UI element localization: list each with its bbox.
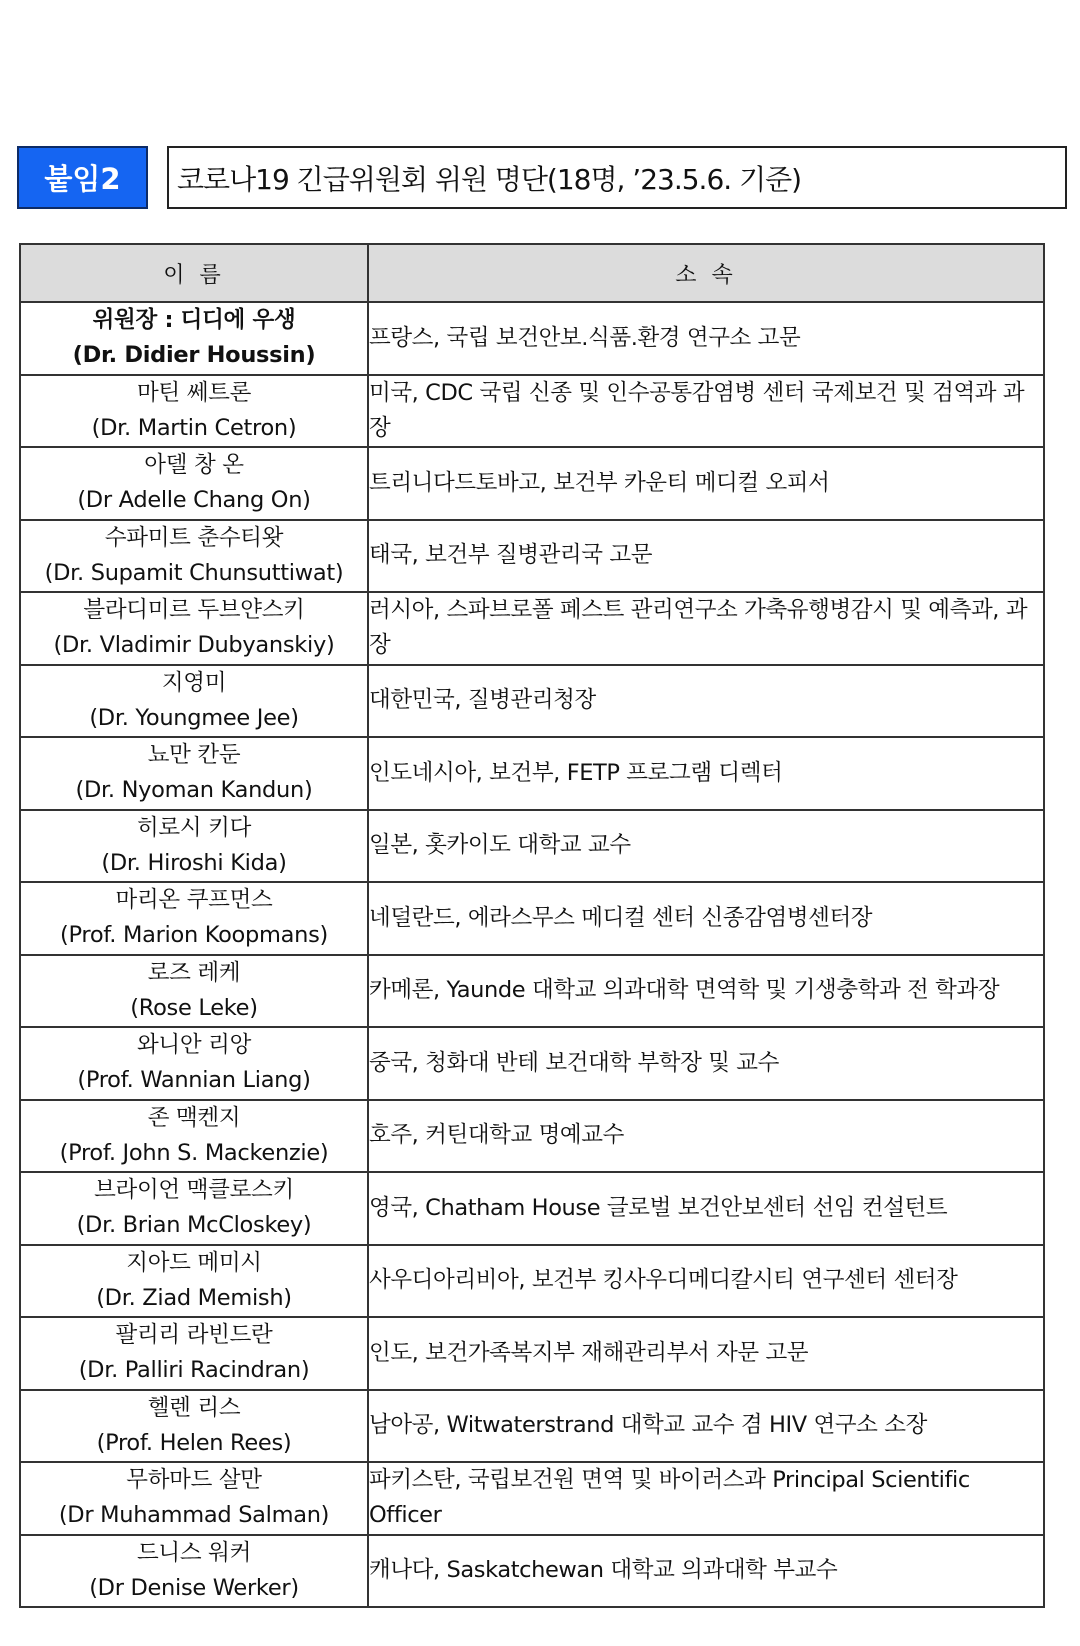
member-name-english: (Dr. Youngmee Jee) <box>89 704 299 731</box>
member-name-cell <box>20 1172 368 1245</box>
member-name-english: (Dr Adelle Chang On) <box>77 487 311 514</box>
member-name-cell <box>20 1390 368 1463</box>
member-name-korean: 로즈 레케 <box>147 959 241 986</box>
table-row <box>20 375 1044 448</box>
member-affiliation: 호주, 커틴대학교 명예교수 <box>368 1100 1044 1173</box>
member-name-english: (Dr. Hiroshi Kida) <box>101 849 287 876</box>
table-row <box>20 955 1044 1028</box>
member-name-korean: 블라디미르 두브얀스키 <box>83 597 305 624</box>
table-row <box>20 302 1044 375</box>
member-affiliation: 인도, 보건가족복지부 재해관리부서 자문 고문 <box>368 1317 1044 1390</box>
member-name-korean: 와니안 리앙 <box>136 1032 252 1059</box>
member-name-cell <box>20 520 368 593</box>
member-affiliation: 일본, 홋카이도 대학교 교수 <box>368 810 1044 883</box>
member-affiliation: 네덜란드, 에라스무스 메디컬 센터 신종감염병센터장 <box>368 882 1044 955</box>
member-name-korean: 뇨만 칸둔 <box>147 742 241 769</box>
member-name-english: (Dr. Ziad Memish) <box>96 1284 292 1311</box>
member-name-cell <box>20 1100 368 1173</box>
table-row <box>20 737 1044 810</box>
table-row <box>20 1317 1044 1390</box>
member-affiliation: 남아공, Witwaterstrand 대학교 교수 겸 HIV 연구소 소장 <box>368 1390 1044 1463</box>
member-name-english: (Dr Denise Werker) <box>89 1574 299 1601</box>
member-name-korean: 브라이언 맥클로스키 <box>94 1177 294 1204</box>
column-header-name: 이 름 <box>20 244 368 302</box>
table-row <box>20 665 1044 738</box>
table-row <box>20 1245 1044 1318</box>
member-name-english: (Dr. Didier Houssin) <box>72 342 316 369</box>
member-name-english: (Prof. Helen Rees) <box>96 1429 292 1456</box>
member-affiliation: 태국, 보건부 질병관리국 고문 <box>368 520 1044 593</box>
member-affiliation: 인도네시아, 보건부, FETP 프로그램 디렉터 <box>368 737 1044 810</box>
table-row <box>20 1172 1044 1245</box>
table-row <box>20 447 1044 520</box>
member-name-korean: 존 맥켄지 <box>147 1104 241 1131</box>
member-name-cell <box>20 665 368 738</box>
member-name-korean: 팔리리 라빈드란 <box>115 1322 273 1349</box>
member-table <box>19 243 1045 1608</box>
table-row <box>20 810 1044 883</box>
attachment-badge: 붙임2 <box>17 146 148 209</box>
member-name-korean: 히로시 키다 <box>136 814 252 841</box>
member-name-cell <box>20 447 368 520</box>
table-header-row <box>20 244 1044 302</box>
table-row <box>20 1462 1044 1535</box>
member-name-korean: 아델 창 온 <box>144 452 244 479</box>
member-name-cell <box>20 302 368 375</box>
member-name-cell <box>20 592 368 665</box>
table-row <box>20 882 1044 955</box>
table-row <box>20 1390 1044 1463</box>
member-name-cell <box>20 1027 368 1100</box>
member-name-english: (Dr. Palliri Racindran) <box>78 1357 310 1384</box>
member-name-english: (Dr Muhammad Salman) <box>58 1502 330 1529</box>
column-header-affiliation: 소 속 <box>368 244 1044 302</box>
member-affiliation: 프랑스, 국립 보건안보.식품.환경 연구소 고문 <box>368 302 1044 375</box>
member-affiliation: 미국, CDC 국립 신종 및 인수공통감염병 센터 국제보건 및 검역과 과장 <box>368 375 1044 448</box>
member-name-korean: 마리온 쿠프먼스 <box>115 887 273 914</box>
member-name-english: (Dr. Vladimir Dubyanskiy) <box>53 632 335 659</box>
member-name-cell <box>20 955 368 1028</box>
member-name-cell <box>20 810 368 883</box>
table-row <box>20 1027 1044 1100</box>
member-name-cell <box>20 1535 368 1608</box>
member-name-korean: 무하마드 살만 <box>126 1467 262 1494</box>
table-row <box>20 1100 1044 1173</box>
member-affiliation: 캐나다, Saskatchewan 대학교 의과대학 부교수 <box>368 1535 1044 1608</box>
member-name-korean: 지아드 메미시 <box>126 1249 262 1276</box>
member-affiliation: 카메론, Yaunde 대학교 의과대학 면역학 및 기생충학과 전 학과장 <box>368 955 1044 1028</box>
member-affiliation: 중국, 청화대 반테 보건대학 부학장 및 교수 <box>368 1027 1044 1100</box>
member-name-english: (Prof. Wannian Liang) <box>77 1067 311 1094</box>
member-affiliation: 트리니다드토바고, 보건부 카운티 메디컬 오피서 <box>368 447 1044 520</box>
member-name-english: (Dr. Martin Cetron) <box>91 414 297 441</box>
member-name-english: (Prof. John S. Mackenzie) <box>59 1139 329 1166</box>
member-name-korean: 위원장 : 디디에 우생 <box>92 307 296 334</box>
member-name-english: (Dr. Supamit Chunsuttiwat) <box>44 559 344 586</box>
member-name-korean: 수파미트 춘수티왓 <box>104 524 284 551</box>
document-title: 코로나19 긴급위원회 위원 명단(18명, ’23.5.6. 기준) <box>167 146 1067 209</box>
member-name-korean: 마틴 쎄트론 <box>136 379 252 406</box>
member-name-english: (Rose Leke) <box>130 994 258 1021</box>
member-name-korean: 헬렌 리스 <box>147 1394 241 1421</box>
member-name-cell <box>20 1245 368 1318</box>
member-name-cell <box>20 1462 368 1535</box>
table-row <box>20 1535 1044 1608</box>
member-name-cell <box>20 1317 368 1390</box>
member-name-english: (Dr. Nyoman Kandun) <box>75 777 313 804</box>
member-name-cell <box>20 882 368 955</box>
member-name-cell <box>20 375 368 448</box>
member-name-english: (Dr. Brian McCloskey) <box>76 1212 312 1239</box>
member-affiliation: 파키스탄, 국립보건원 면역 및 바이러스과 Principal Scientific Officer <box>368 1462 1044 1535</box>
member-affiliation: 영국, Chatham House 글로벌 보건안보센터 선임 컨설턴트 <box>368 1172 1044 1245</box>
member-name-cell <box>20 737 368 810</box>
member-name-english: (Prof. Marion Koopmans) <box>60 922 328 949</box>
member-affiliation: 대한민국, 질병관리청장 <box>368 665 1044 738</box>
member-name-korean: 드니스 워커 <box>136 1539 252 1566</box>
table-row <box>20 520 1044 593</box>
member-name-korean: 지영미 <box>161 669 227 696</box>
member-affiliation: 러시아, 스파브로폴 페스트 관리연구소 가축유행병감시 및 예측과, 과장 <box>368 592 1044 665</box>
member-affiliation: 사우디아리비아, 보건부 킹사우디메디칼시티 연구센터 센터장 <box>368 1245 1044 1318</box>
table-row <box>20 592 1044 665</box>
